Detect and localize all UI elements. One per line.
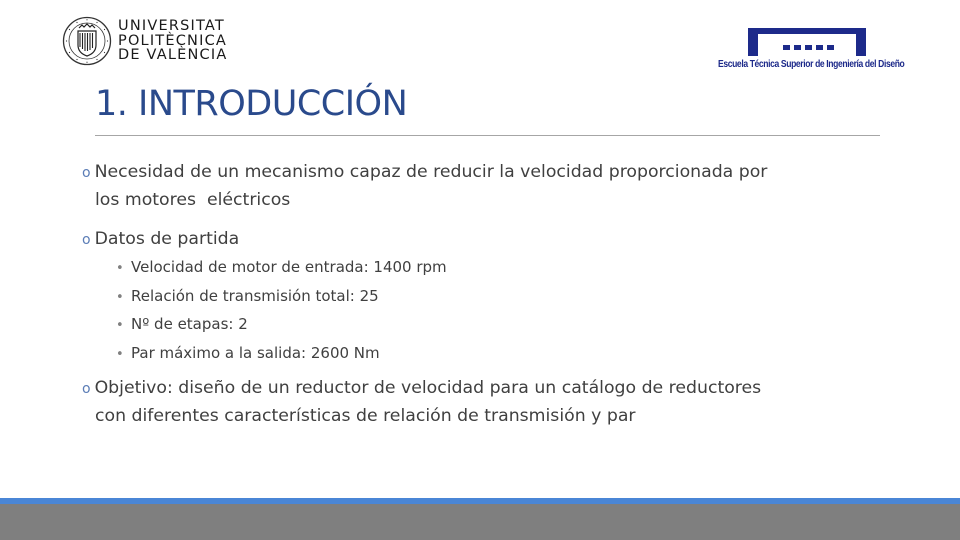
title-divider [95, 135, 880, 136]
circle-bullet-icon: o [82, 165, 91, 181]
circle-bullet-icon: o [82, 232, 91, 248]
etsid-logo [718, 28, 905, 76]
list-item [116, 283, 447, 312]
dot-bullet-icon: • [116, 289, 124, 305]
bullet-text-line1: Datos de partida [94, 229, 240, 249]
bullet-datos [82, 226, 872, 254]
bullet-text-line2: los motores eléctricos [95, 190, 291, 210]
bullet-text-line2: con diferentes características de relación de transmisión y par [95, 406, 636, 426]
footer-bar [0, 504, 960, 540]
dot-bullet-icon: • [116, 346, 124, 362]
subitem-text: Velocidad de motor de entrada: 1400 rpm [131, 258, 447, 276]
upv-seal-icon [62, 16, 112, 66]
etsid-caption: Escuela Técnica Superior de Ingeniería del Diseño [718, 59, 905, 70]
list-item [116, 311, 447, 340]
upv-line-2: POLITÈCNICA [118, 32, 228, 49]
bullet-necesidad [82, 159, 872, 214]
bullet-text-line1: Necesidad de un mecanismo capaz de reducir la velocidad proporcionada por [94, 162, 768, 182]
upv-line-1: UNIVERSITAT [118, 18, 225, 34]
bullet-text-line1: Objetivo: diseño de un reductor de velocidad para un catálogo de reductores [94, 378, 762, 398]
dot-bullet-icon: • [116, 318, 124, 333]
dot-bullet-icon: • [116, 261, 124, 276]
list-item [116, 340, 447, 369]
etsid-mark-icon [748, 28, 866, 56]
circle-bullet-icon: o [82, 381, 91, 397]
datos-sublist [116, 254, 447, 368]
upv-line-3: DE VALÈNCIA [118, 47, 228, 63]
subitem-text: Nº de etapas: 2 [131, 315, 248, 333]
upv-logo [62, 16, 232, 70]
subitem-text: Relación de transmisión total: 25 [131, 286, 379, 305]
upv-name [118, 19, 227, 63]
subitem-text: Par máximo a la salida: 2600 Nm [131, 343, 380, 362]
slide-title: 1. INTRODUCCIÓN [95, 84, 408, 124]
bullet-objetivo [82, 375, 872, 430]
list-item [116, 254, 447, 283]
